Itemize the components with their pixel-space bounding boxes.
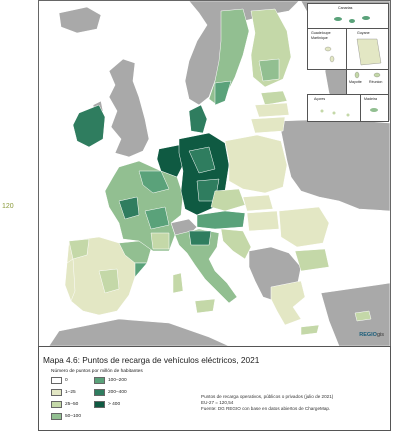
legend-swatch <box>51 401 62 408</box>
legend-title: Número de puntos por millón de habitantes <box>51 369 143 374</box>
legend-label: 0 <box>65 378 68 383</box>
legend-item <box>94 389 127 396</box>
legend-swatch <box>51 377 62 384</box>
legend-label: 50–100 <box>65 414 82 419</box>
inset-label-martinique: Martinique <box>311 36 328 40</box>
note-line-2: EU-27 = 120,54 <box>201 400 234 406</box>
inset-label-guadeloupe: Guadeloupe <box>311 31 331 35</box>
legend-item <box>51 377 68 384</box>
regio-gis-credit <box>359 332 384 338</box>
map-frame <box>38 0 391 347</box>
legend-label: > 400 <box>108 402 121 407</box>
legend-item <box>94 401 120 408</box>
inset-madeira <box>360 94 389 122</box>
credit-bold: REGIO <box>359 332 377 338</box>
legend-label: 1–25 <box>65 390 76 395</box>
map-notes <box>201 394 333 413</box>
inset-label-reunion: Réunion <box>369 80 383 84</box>
legend-item <box>94 377 127 384</box>
inset-guyane <box>346 28 389 70</box>
note-line-3: Fuente: DG REGIO con base en datos abiertos de ChargeMap. <box>201 406 331 412</box>
legend-item <box>51 401 78 408</box>
inset-label-guyane: Guyane <box>357 31 370 35</box>
inset-acores <box>307 94 361 122</box>
map-caption <box>38 346 391 431</box>
legend-swatch <box>94 377 105 384</box>
inset-canarias <box>307 3 389 29</box>
map-title: Mapa 4.6: Puntos de recarga de vehículos eléctricos, 2021 <box>43 355 260 365</box>
legend-label: 25–50 <box>65 402 79 407</box>
legend-label: 100–200 <box>108 378 127 383</box>
legend-item <box>51 389 76 396</box>
inset-guadeloupe <box>307 28 347 70</box>
legend-item <box>51 413 81 420</box>
credit-rest: gis <box>376 332 384 338</box>
legend-label: 200–400 <box>108 390 127 395</box>
cyprus-region <box>355 311 371 321</box>
inset-label-mayotte: Mayotte <box>349 80 362 84</box>
legend-swatch <box>51 413 62 420</box>
inset-label-canarias: Canarias <box>338 6 353 10</box>
legend-swatch <box>51 389 62 396</box>
inset-label-madeira: Madeira <box>364 97 377 101</box>
legend-swatch <box>94 389 105 396</box>
legend-swatch <box>94 401 105 408</box>
page-number: 120 <box>2 203 14 210</box>
poland-region <box>225 135 287 193</box>
note-line-1: Puntos de recarga operativos, públicos o privados (julio de 2021) <box>201 394 334 399</box>
inset-label-acores: Açores <box>314 97 326 101</box>
inset-mayotte-reunion <box>346 69 389 95</box>
